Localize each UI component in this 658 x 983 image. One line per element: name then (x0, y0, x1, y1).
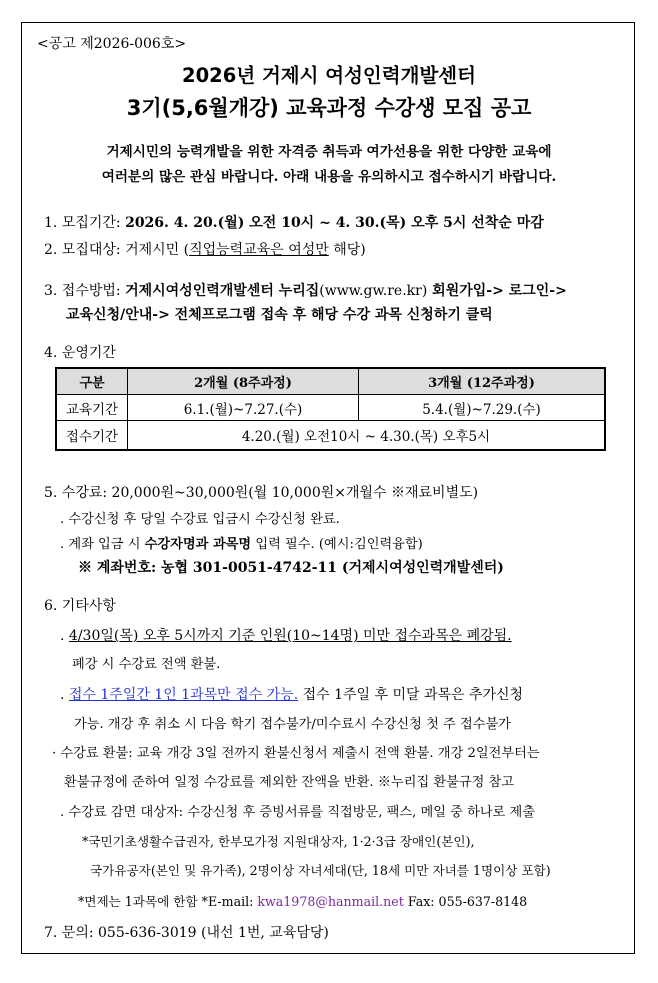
item-operation-period: 4. 운영기간 (44, 345, 116, 361)
table-cell: 6.1.(월)~7.27.(수) (128, 395, 359, 421)
misc-b-line2: 가능. 개강 후 취소 시 다음 학기 접수불가/미수료시 수강신청 첫 주 접수불가 (74, 717, 511, 732)
misc-a-line1: . 4/30일(목) 오후 5시까지 기준 인원(10~14명) 미만 접수과목은 폐강됨. (60, 628, 512, 644)
table-header: 구분 (56, 368, 128, 395)
table-cell: 교육기간 (56, 395, 128, 421)
misc-c-line1: · 수강료 환불: 교육 개강 3일 전까지 환불신청서 제출시 전액 환불. 개강 2일전부터는 (52, 746, 540, 761)
item-method-line2: 교육신청/안내-> 전체프로그램 접속 후 해당 수강 과목 신청하기 클릭 (66, 307, 493, 323)
title-line-2: 3기(5,6월개강) 교육과정 수강생 모집 공고 (126, 96, 532, 120)
table-row (56, 395, 605, 421)
table-cell: 접수기간 (56, 421, 128, 451)
fee-sub-1: . 수강신청 후 당일 수강료 입금시 수강신청 완료. (60, 512, 340, 527)
intro-line-2: 여러분의 많은 관심 바랍니다. 아래 내용을 유의하시고 접수하시기 바랍니다. (101, 169, 557, 185)
item-method: 3. 접수방법: 거제시여성인력개발센터 누리집(www.gw.re.kr) 회원가입-> 로그인-> (44, 283, 567, 299)
table-header: 2개월 (8주과정) (128, 368, 359, 395)
intro-line-1: 거제시민의 능력개발을 위한 자격증 취득과 여가선용을 위한 다양한 교육에 (106, 144, 552, 160)
table-header-row (56, 368, 605, 395)
misc-d-line2: *국민기초생활수급권자, 한부모가정 지원대상자, 1·2·3급 장애인(본인), (82, 834, 475, 849)
misc-a-line2: 폐강 시 수강료 전액 환불. (72, 657, 221, 672)
misc-b-line1: . 접수 1주일간 1인 1과목만 접수 가능. 접수 1주일 후 미달 과목은 추가신청 (60, 687, 524, 703)
misc-d-line4: *면제는 1과목에 한함 *E-mail: kwa1978@hanmail.net Fax: 055-637-8148 (78, 894, 528, 909)
email-link[interactable]: kwa1978@hanmail.net (257, 894, 404, 909)
account-number: ※ 계좌번호: 농협 301-0051-4742-11 (거제시여성인력개발센터) (78, 560, 504, 576)
notice-number: <공고 제2026-006호> (37, 36, 187, 52)
item-fee: 5. 수강료: 20,000원~30,000원(월 10,000원×개월수 ※재료비별도) (44, 485, 479, 501)
table-cell: 4.20.(월) 오전10시 ~ 4.30.(목) 오후5시 (128, 421, 606, 451)
item-target: 2. 모집대상: 거제시민 (직업능력교육은 여성만 해당) (44, 242, 366, 258)
misc-c-line2: 환불규정에 준하여 일정 수강료를 제외한 잔액을 반환. ※누리집 환불규정 참고 (64, 775, 515, 790)
table-cell: 5.4.(월)~7.29.(수) (359, 395, 606, 421)
misc-d-line1: . 수강료 감면 대상자: 수강신청 후 증빙서류를 직접방문, 팩스, 메일 중 하나로 제출 (60, 805, 535, 820)
table-header: 3개월 (12주과정) (359, 368, 606, 395)
title-line-1: 2026년 거제시 여성인력개발센터 (182, 64, 476, 87)
item-contact: 7. 문의: 055-636-3019 (내선 1번, 교육담당) (44, 925, 329, 941)
item-recruit-period: 1. 모집기간: 2026. 4. 20.(월) 오전 10시 ~ 4. 30.(목) 오후 5시 선착순 마감 (44, 215, 544, 231)
table-row (56, 421, 605, 451)
period-table (55, 367, 606, 451)
misc-d-line3: 국가유공자(본인 및 유가족), 2명이상 자녀세대(단, 18세 미만 자녀를 1명이상 포함) (90, 863, 551, 878)
fee-sub-2: . 계좌 입금 시 수강자명과 과목명 입력 필수. (예시:김인력융합) (60, 537, 423, 552)
item-misc: 6. 기타사항 (44, 598, 116, 614)
